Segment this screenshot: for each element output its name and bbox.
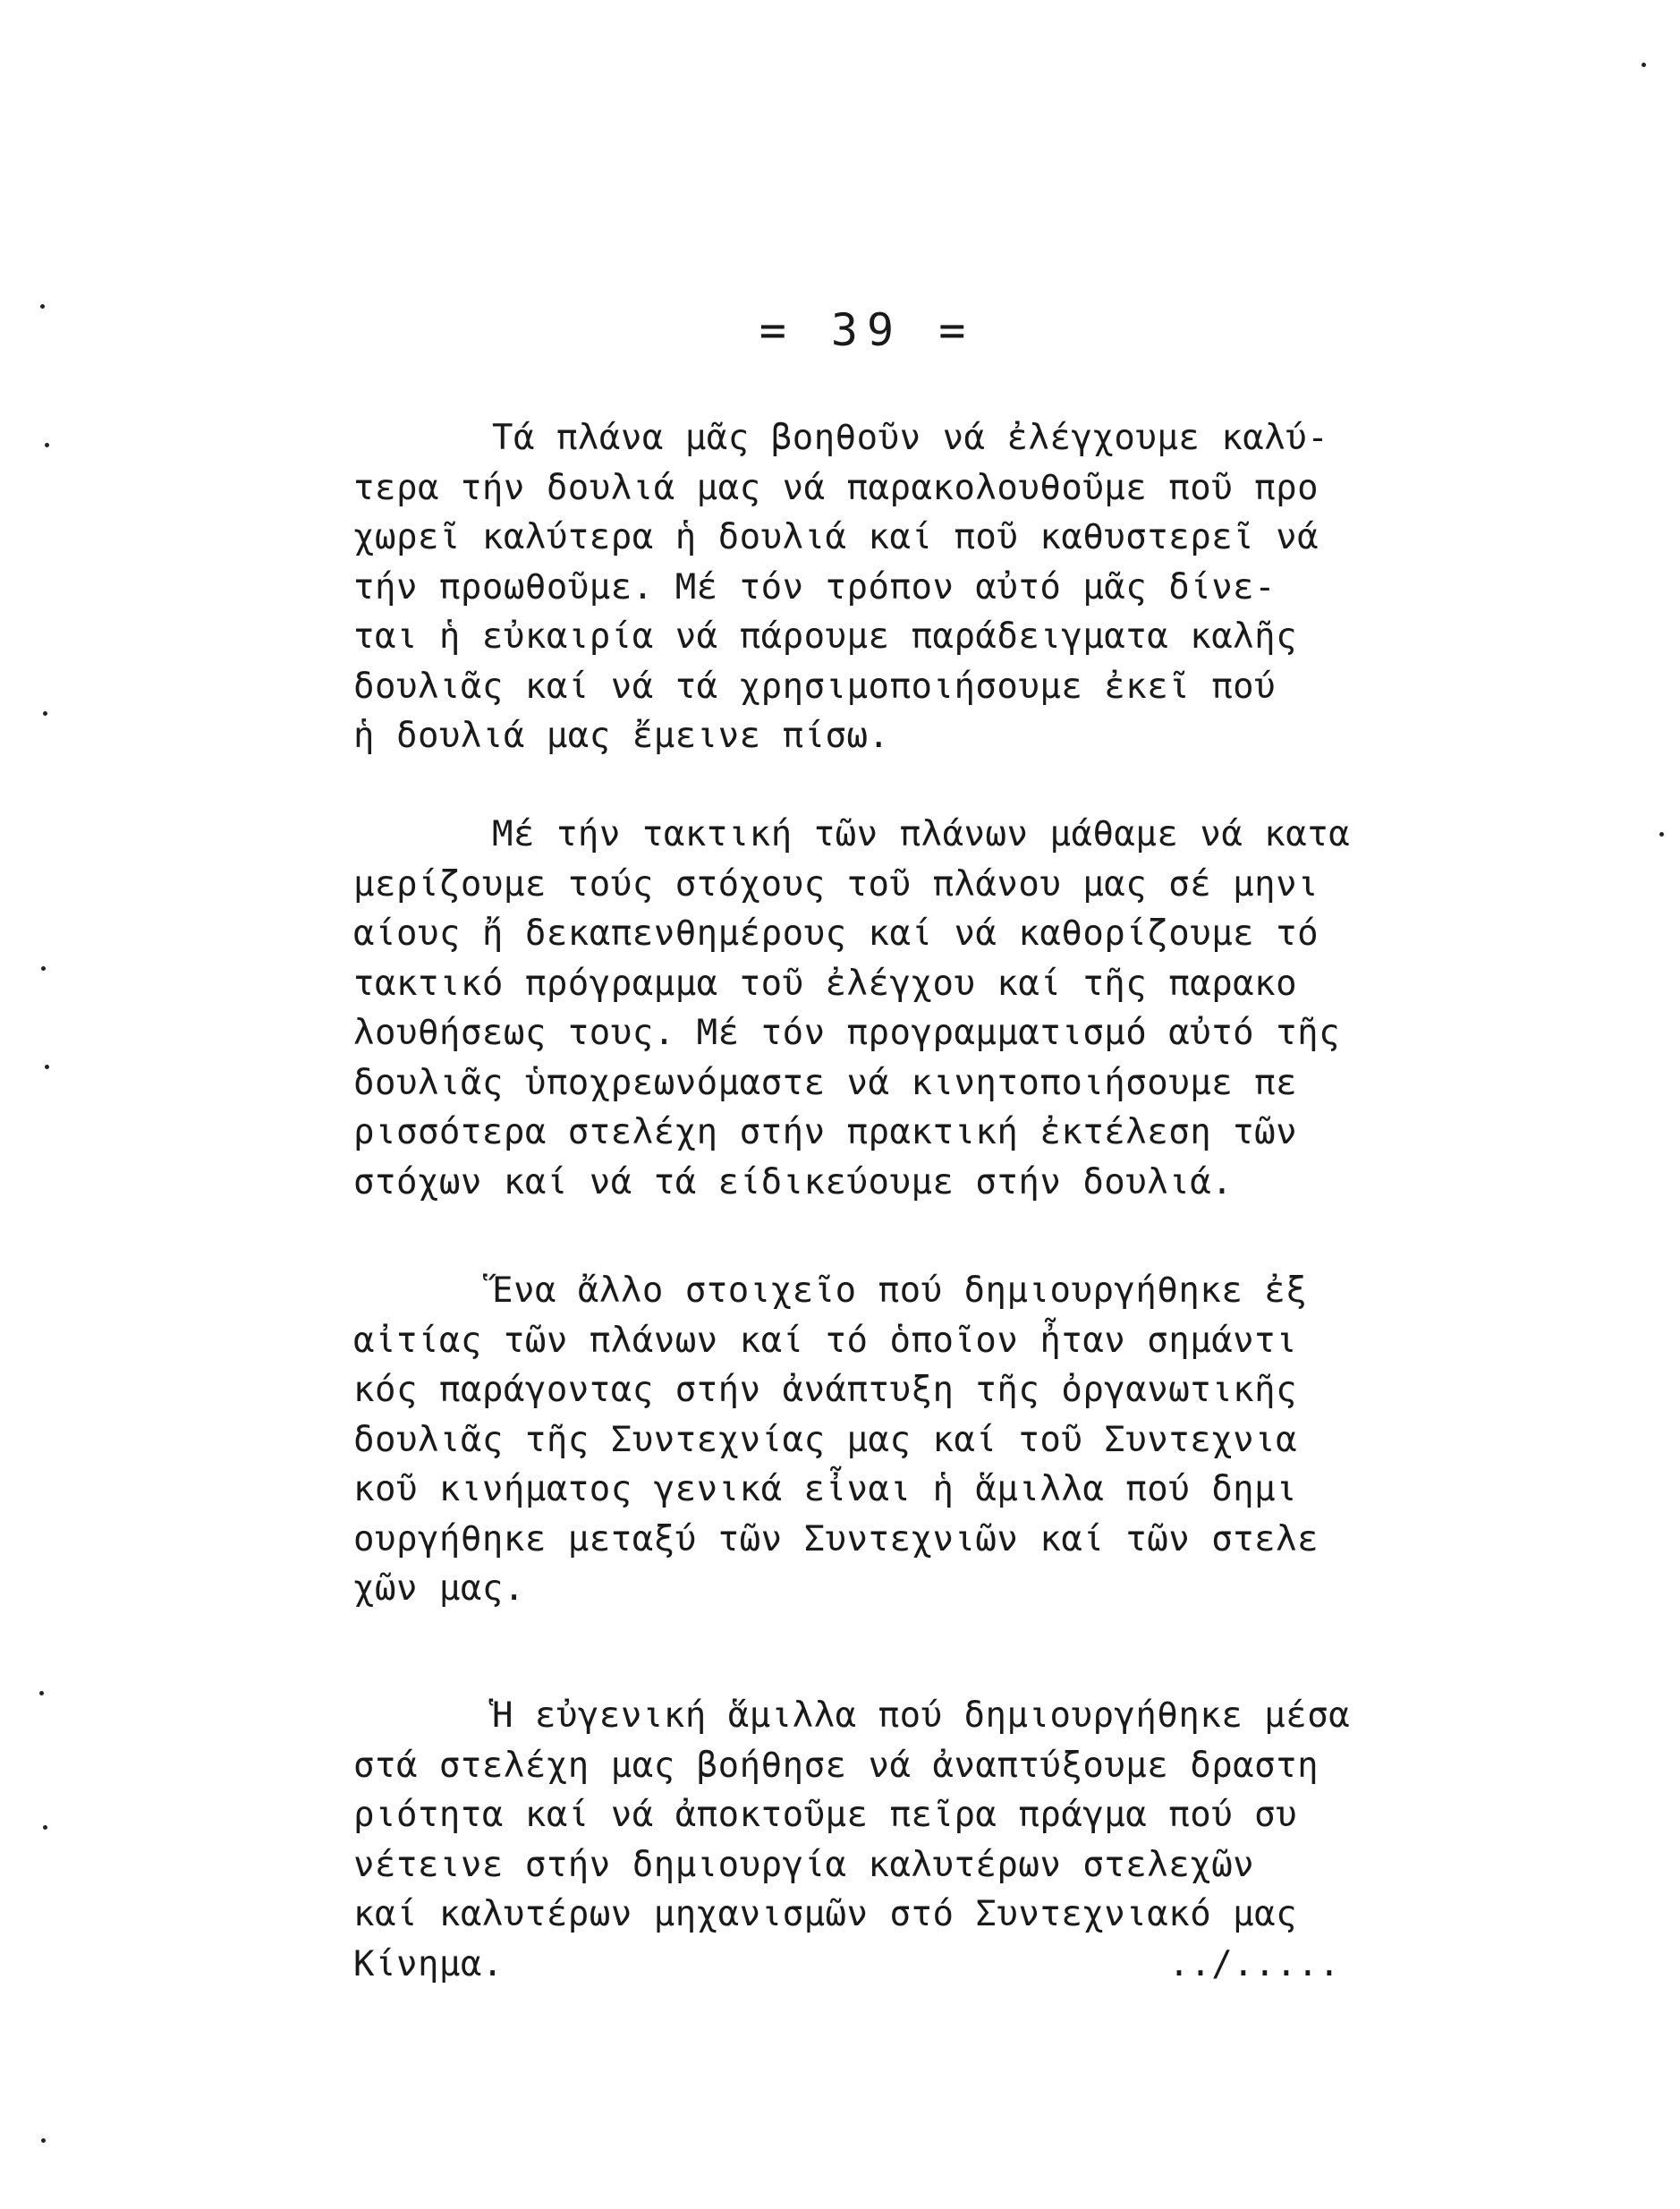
text-line: τακτικό πρόγραμμα τοῦ ἐλέγχου καί τῆς παρακο (353, 963, 1298, 1004)
text-line: τήν προωθοῦμε. Μέ τόν τρόπον αὐτό μᾶς δίνε- (353, 566, 1277, 607)
text-line: μερίζουμε τούς στόχους τοῦ πλάνου μας σέ μηνι (353, 863, 1319, 905)
text-line: καί καλυτέρων μηχανισμῶν στό Συντεχνιακό μας (353, 1894, 1298, 1934)
text-line: κοῦ κινήματος γενικά εἶναι ἡ ἅμιλλα πού δημι (353, 1469, 1298, 1509)
text-line: κός παράγοντας στήν ἀνάπτυξη τῆς ὀργανωτικῆς (353, 1370, 1298, 1410)
text-line: τερα τήν δουλιά μας νά παρακολουθοῦμε ποῦ προ (353, 467, 1319, 508)
scan-speck (1659, 832, 1664, 837)
page-number: = 39 = (759, 304, 975, 356)
scan-speck (1642, 63, 1646, 67)
text-line: αίους ἤ δεκαπενθημέρους καί νά καθορίζουμε τό (353, 913, 1319, 954)
paragraph-2 (353, 810, 1624, 1207)
scan-speck (41, 966, 46, 971)
text-line: Κίνημα. ../..... (353, 1943, 1341, 1984)
paragraph-3 (353, 1266, 1624, 1614)
scan-speck (45, 443, 49, 447)
scan-speck (43, 711, 47, 716)
text-line: δουλιᾶς τῆς Συντεχνίας μας καί τοῦ Συντεχνια (353, 1419, 1298, 1460)
text-line: Μέ τήν τακτική τῶν πλάνων μάθαμε νά κατα (492, 814, 1351, 854)
text-line: χῶν μας. (353, 1568, 525, 1609)
paragraph-4 (353, 1691, 1624, 1989)
scan-speck (41, 2138, 46, 2143)
text-line: Τά πλάνα μᾶς βοηθοῦν νά ἐλέγχουμε καλύ- (492, 418, 1329, 458)
text-line: ριότητα καί νά ἀποκτοῦμε πεῖρα πράγμα πού συ (353, 1795, 1298, 1835)
text-line: ρισσότερα στελέχη στήν πρακτική ἐκτέλεση τῶν (353, 1112, 1298, 1152)
text-line: νέτεινε στήν δημιουργία καλυτέρων στελεχῶν (353, 1844, 1255, 1885)
text-line: λουθήσεως τους. Μέ τόν προγραμματισμό αὐτό τῆς (353, 1013, 1341, 1053)
text-line: αἰτίας τῶν πλάνων καί τό ὁποῖον ἦταν σημάντι (353, 1320, 1298, 1361)
scan-speck (43, 1825, 47, 1830)
scan-speck (39, 1691, 44, 1695)
scan-speck (45, 1065, 49, 1069)
text-line: στόχων καί νά τά είδικεύουμε στήν δουλιά. (353, 1161, 1234, 1202)
text-line: δουλιᾶς καί νά τά χρησιμοποιήσουμε ἐκεῖ πού (353, 666, 1277, 707)
text-line: ἡ δουλιά μας ἔμεινε πίσω. (353, 716, 890, 756)
text-line: ται ἡ εὐκαιρία νά πάρουμε παράδειγματα καλῆς (353, 616, 1298, 657)
text-line: ουργήθηκε μεταξύ τῶν Συντεχνιῶν καί τῶν στελε (353, 1518, 1319, 1559)
text-line: χωρεῖ καλύτερα ἡ δουλιά καί ποῦ καθυστερεῖ νά (353, 517, 1319, 557)
text-line: Ἕνα ἄλλο στοιχεῖο πού δημιουργήθηκε ἐξ (492, 1270, 1308, 1311)
scan-speck (40, 304, 45, 309)
text-line: Ἡ εὐγενική ἅμιλλα πού δημιουργήθηκε μέσα (492, 1695, 1351, 1736)
text-line: στά στελέχη μας βοήθησε νά ἀναπτύξουμε δραστη (353, 1745, 1319, 1786)
text-line: δουλιᾶς ὑποχρεωνόμαστε νά κινητοποιήσουμε πε (353, 1062, 1298, 1103)
paragraph-1 (353, 413, 1624, 761)
